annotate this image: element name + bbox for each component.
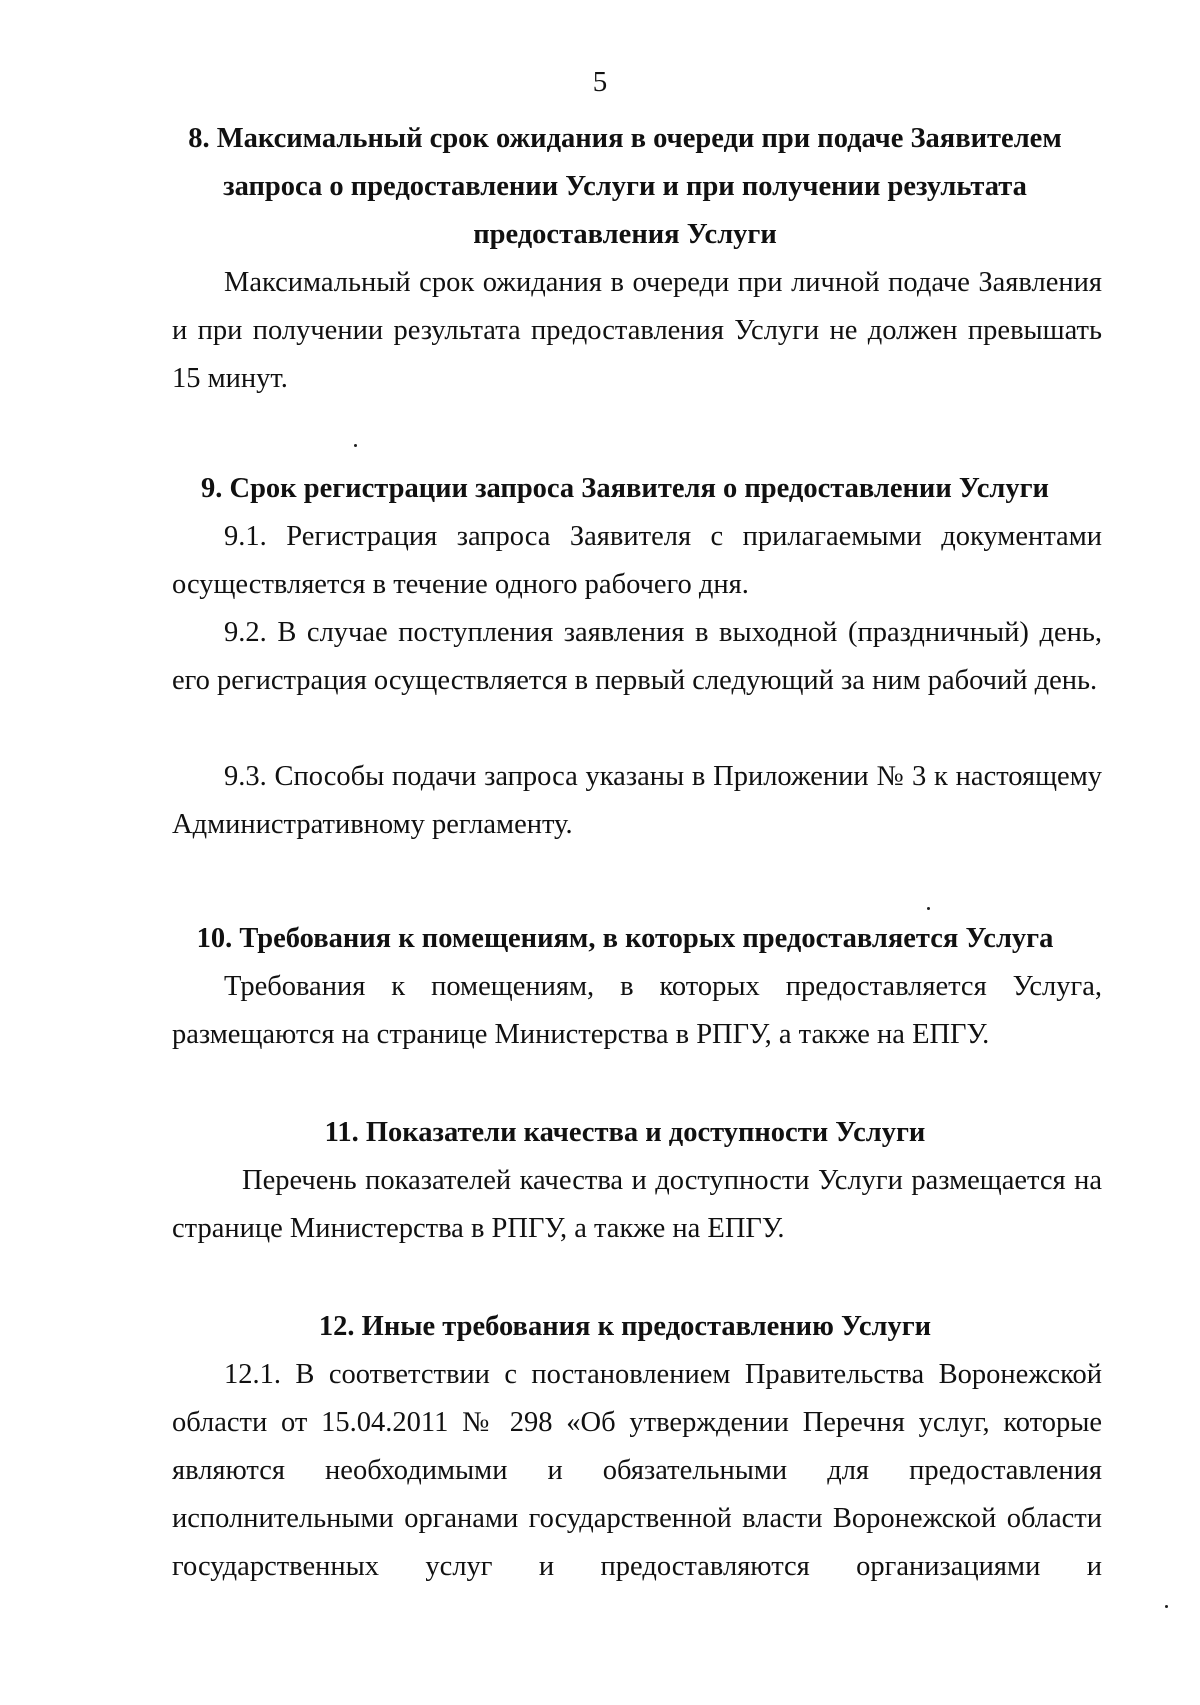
section-12-paragraph-1: 12.1. В соответствии с постановлением Правительства Воронежской области от 15.04.2011 № 298 «Об утверждении Перечня услуг, которые являются необходимыми и обязательными для предоставления исполнительными органами государственной власти Воронежской области государственных услуг и предоставляются организациями и bbox=[172, 1359, 1102, 1582]
section-11-paragraph-1: Перечень показателей качества и доступности Услуги размещается на странице Министерства в РПГУ, а также на ЕПГУ. bbox=[172, 1165, 1102, 1244]
scan-speck bbox=[354, 444, 357, 447]
section-9-paragraph-1: 9.1. Регистрация запроса Заявителя с прилагаемыми документами осуществляется в течение одного рабочего дня. bbox=[172, 521, 1102, 600]
section-9-heading: 9. Срок регистрации запроса Заявителя о предоставлении Услуги bbox=[201, 473, 1049, 504]
section-9-paragraph-2: 9.2. В случае поступления заявления в выходной (праздничный) день, его регистрация осуществляется в первый следующий за ним рабочий день. bbox=[172, 617, 1102, 696]
section-8-heading-line-2: запроса о предоставлении Услуги и при получении результата bbox=[223, 171, 1027, 202]
section-11-heading: 11. Показатели качества и доступности Услуги bbox=[324, 1117, 926, 1148]
scan-speck bbox=[927, 907, 930, 910]
section-8-heading-line-3: предоставления Услуги bbox=[473, 219, 777, 250]
section-8-heading-line-1: 8. Максимальный срок ожидания в очереди при подаче Заявителем bbox=[188, 123, 1062, 154]
section-10-heading: 10. Требования к помещениям, в которых предоставляется Услуга bbox=[196, 923, 1054, 954]
section-8-paragraph-1: Максимальный срок ожидания в очереди при личной подаче Заявления и при получении результата предоставления Услуги не должен превышать 15 минут. bbox=[172, 267, 1102, 394]
section-10-paragraph-1: Требования к помещениям, в которых предоставляется Услуга, размещаются на странице Министерства в РПГУ, а также на ЕПГУ. bbox=[172, 971, 1102, 1050]
scan-speck bbox=[1165, 1605, 1168, 1608]
section-9-paragraph-3: 9.3. Способы подачи запроса указаны в Приложении № 3 к настоящему Административному регламенту. bbox=[172, 761, 1102, 840]
page-number: 5 bbox=[592, 66, 608, 98]
section-12-heading: 12. Иные требования к предоставлению Услуги bbox=[318, 1311, 932, 1342]
